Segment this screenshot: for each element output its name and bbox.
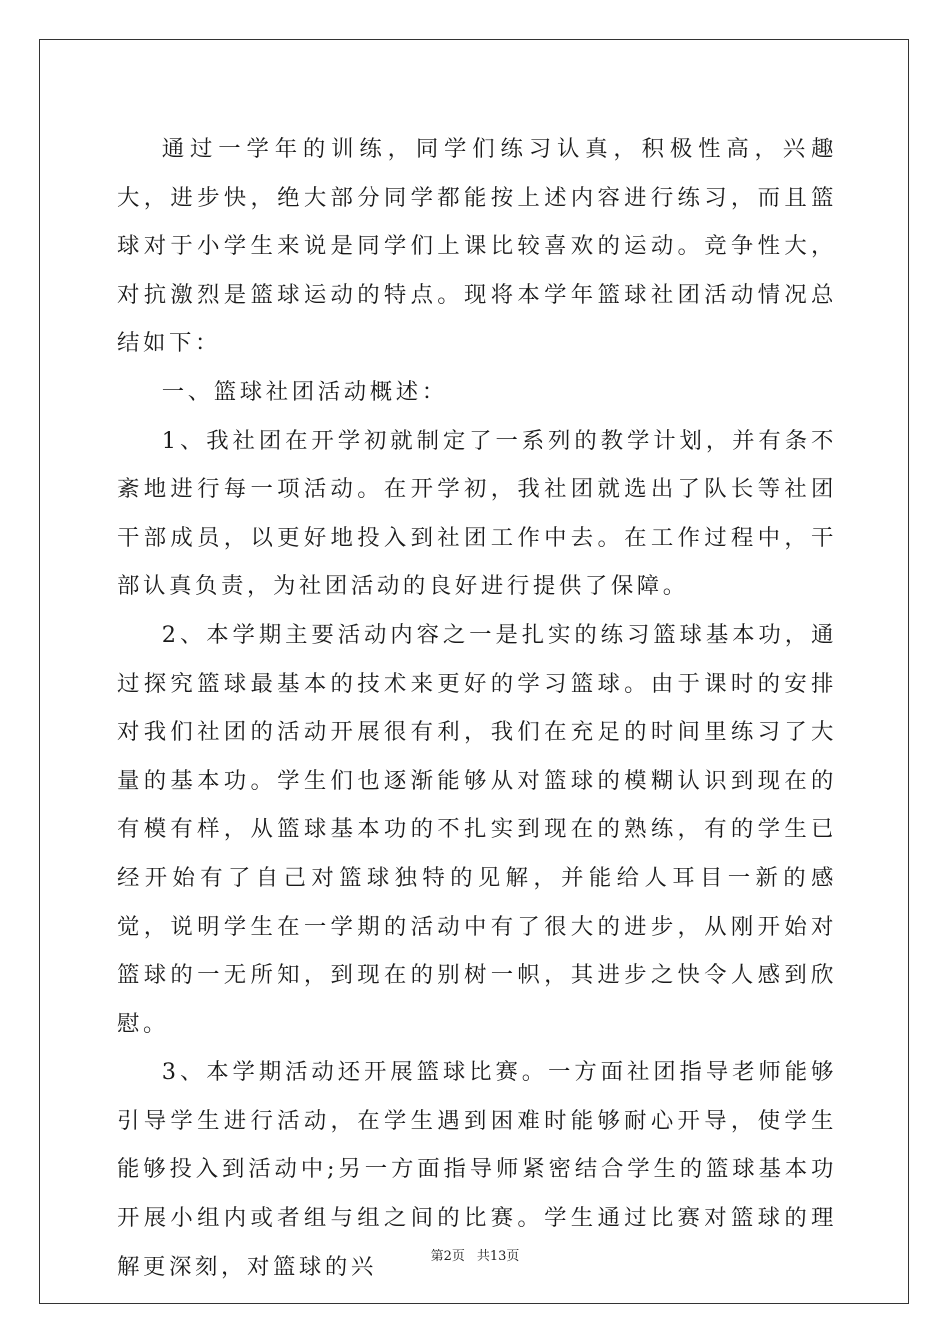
paragraph-item-1: 1、我社团在开学初就制定了一系列的教学计划，并有条不紊地进行每一项活动。在开学初，我社团就选出了队长等社团干部成员，以更好地投入到社团工作中去。在工作过程中，干部认真负责，为社团活动的良好进行提供了保障。 xyxy=(117,427,837,600)
paragraph-item-3: 3、本学期活动还开展篮球比赛。一方面社团指导老师能够引导学生进行活动，在学生遇到困难时能够耐心开导，使学生能够投入到活动中;另一方面指导师紧密结合学生的篮球基本功开展小组内或者组与组之间的比赛。学生通过比赛对篮球的理解更深刻，对篮球的兴 xyxy=(117,1059,837,1280)
document-body xyxy=(117,125,837,1291)
paragraph-intro: 通过一学年的训练，同学们练习认真，积极性高，兴趣大，进步快，绝大部分同学都能按上述内容进行练习，而且篮球对于小学生来说是同学们上课比较喜欢的运动。竞争性大，对抗激烈是篮球运动的特点。现将本学年篮球社团活动情况总结如下： xyxy=(117,136,837,357)
page-footer xyxy=(0,1245,950,1264)
paragraph-item-2: 2、本学期主要活动内容之一是扎实的练习篮球基本功，通过探究篮球最基本的技术来更好的学习篮球。由于课时的安排对我们社团的活动开展很有利，我们在充足的时间里练习了大量的基本功。学生们也逐渐能够从对篮球的模糊认识到现在的有模有样，从篮球基本功的不扎实到现在的熟练，有的学生已经开始有了自己对篮球独特的见解，并能给人耳目一新的感觉，说明学生在一学期的活动中有了很大的进步，从刚开始对篮球的一无所知，到现在的别树一帜，其进步之快令人感到欣慰。 xyxy=(117,621,837,1037)
section-heading: 一、篮球社团活动概述： xyxy=(161,378,448,405)
total-pages: 共13页 xyxy=(476,1249,520,1264)
page-number: 第2页 xyxy=(430,1249,465,1264)
